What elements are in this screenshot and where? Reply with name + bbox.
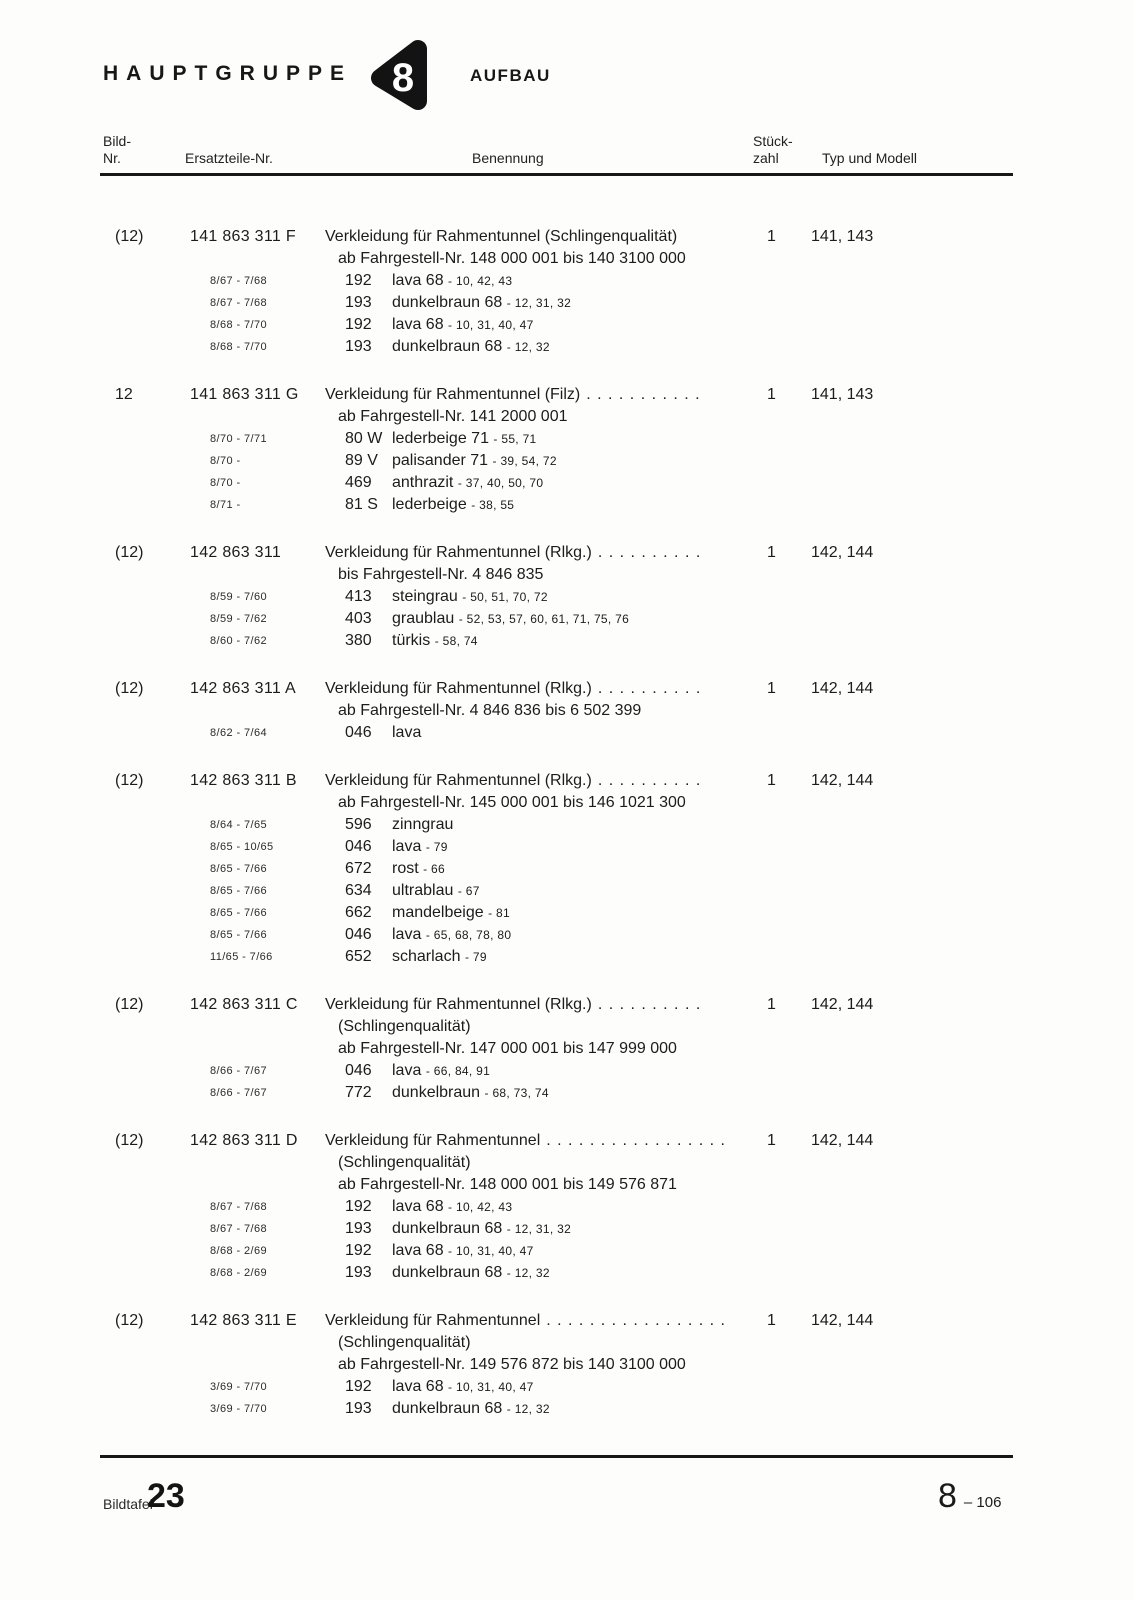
variant-row: [325, 450, 755, 472]
variant-row: [325, 1262, 755, 1284]
quantity-cell: 1: [767, 1312, 776, 1329]
color-name: palisander 71: [392, 452, 489, 469]
color-name: lederbeige: [392, 496, 467, 513]
color-name: graublau: [392, 610, 455, 627]
color-name: dunkelbraun 68: [392, 338, 503, 355]
color-refs: - 37, 40, 50, 70: [457, 476, 544, 490]
entry-title-cell: [325, 1130, 755, 1152]
color-refs: - 65, 68, 78, 80: [425, 928, 512, 942]
color-refs: - 67: [457, 884, 480, 898]
color-refs: - 66: [423, 862, 446, 876]
bild-nr-cell: (12): [115, 1312, 144, 1329]
page-reference-number: – 106: [963, 1494, 1002, 1511]
variant-row: [325, 630, 755, 652]
variant-row: [325, 270, 755, 292]
color-code: 672: [345, 860, 372, 877]
variant-date-range: 8/70 -: [210, 477, 241, 489]
variant-date-range: 8/65 - 7/66: [210, 885, 267, 897]
color-code: 193: [345, 1220, 372, 1237]
plate-number: 23: [147, 1477, 185, 1515]
color-name: lederbeige 71: [392, 430, 489, 447]
page-reference: [938, 1477, 1001, 1516]
quantity-cell: 1: [767, 680, 776, 697]
color-code: 80 W: [345, 430, 383, 447]
entry-subline: ab Fahrgestell-Nr. 149 576 872 bis 140 3100 000: [338, 1356, 686, 1373]
models-cell: 142, 144: [811, 1132, 874, 1149]
color-name: lava: [392, 838, 422, 855]
color-refs: - 58, 74: [434, 634, 478, 648]
variant-date-range: 8/65 - 10/65: [210, 841, 274, 853]
catalog-entry: [103, 384, 1003, 516]
color-code: 046: [345, 838, 372, 855]
entry-subline: (Schlingenqualität): [338, 1154, 471, 1171]
column-header-qty-line2: zahl: [753, 150, 779, 166]
column-header-bild-line1: Bild-: [103, 133, 132, 149]
entry-title: Verkleidung für Rahmentunnel (Rlkg.): [325, 544, 592, 561]
variant-date-range: 11/65 - 7/66: [210, 951, 273, 963]
variant-date-range: 8/68 - 2/69: [210, 1245, 267, 1257]
color-name: lava 68: [392, 316, 444, 333]
bild-nr-cell: (12): [115, 1132, 144, 1149]
color-name: anthrazit: [392, 474, 454, 491]
color-code: 192: [345, 272, 372, 289]
variant-date-range: 8/70 - 7/71: [210, 433, 267, 445]
variant-date-range: 8/67 - 7/68: [210, 1223, 267, 1235]
bild-nr-cell: 12: [115, 386, 133, 403]
variant-date-range: 8/66 - 7/67: [210, 1065, 267, 1077]
variant-date-range: 8/67 - 7/68: [210, 297, 267, 309]
quantity-cell: 1: [767, 1132, 776, 1149]
leader-dots: . . . . . . . . . .: [597, 772, 702, 789]
part-number: 141 863 311 F: [190, 228, 296, 245]
entry-subline: ab Fahrgestell-Nr. 4 846 836 bis 6 502 399: [338, 702, 642, 719]
color-code: 89 V: [345, 452, 378, 469]
variant-row: [325, 1082, 755, 1104]
variant-row: [325, 336, 755, 358]
color-refs: - 38, 55: [471, 498, 515, 512]
bild-nr-cell: (12): [115, 996, 144, 1013]
variant-row: [325, 836, 755, 858]
models-cell: 142, 144: [811, 996, 874, 1013]
variant-row: [325, 1376, 755, 1398]
color-code: 652: [345, 948, 372, 965]
entry-subline: (Schlingenqualität): [338, 1334, 471, 1351]
variant-row: [325, 1196, 755, 1218]
variant-row: [325, 902, 755, 924]
variant-date-range: 8/65 - 7/66: [210, 863, 267, 875]
color-code: 596: [345, 816, 372, 833]
color-refs: - 50, 51, 70, 72: [462, 590, 548, 604]
entry-title-cell: [325, 770, 755, 792]
variant-row: [325, 428, 755, 450]
variant-date-range: 8/60 - 7/62: [210, 635, 267, 647]
entry-subline: (Schlingenqualität): [338, 1018, 471, 1035]
models-cell: 141, 143: [811, 386, 874, 403]
leader-dots: . . . . . . . . . . . . . . . . .: [546, 1132, 726, 1149]
variant-date-range: 8/71 -: [210, 499, 241, 511]
variant-row: [325, 880, 755, 902]
color-name: lava: [392, 724, 422, 741]
quantity-cell: 1: [767, 996, 776, 1013]
color-name: lava 68: [392, 1242, 444, 1259]
entry-title-cell: [325, 226, 755, 248]
color-refs: - 55, 71: [493, 432, 537, 446]
variant-date-range: 8/70 -: [210, 455, 241, 467]
color-name: dunkelbraun: [392, 1084, 481, 1101]
color-code: 192: [345, 1198, 372, 1215]
leader-dots: . . . . . . . . . .: [597, 544, 702, 561]
entry-subline: bis Fahrgestell-Nr. 4 846 835: [338, 566, 544, 583]
part-number: 142 863 311 C: [190, 996, 298, 1013]
color-refs: - 39, 54, 72: [492, 454, 557, 468]
variant-date-range: 8/68 - 7/70: [210, 319, 267, 331]
bild-nr-cell: (12): [115, 680, 144, 697]
color-code: 634: [345, 882, 372, 899]
variant-date-range: 8/64 - 7/65: [210, 819, 267, 831]
color-refs: - 12, 32: [506, 1402, 550, 1416]
color-code: 193: [345, 1400, 372, 1417]
column-header-part-number: Ersatzteile-Nr.: [185, 150, 273, 166]
entry-title: Verkleidung für Rahmentunnel (Filz): [325, 386, 581, 403]
column-header-qty-line1: Stück-: [753, 133, 793, 149]
models-cell: 142, 144: [811, 680, 874, 697]
color-name: ultrablau: [392, 882, 454, 899]
color-code: 193: [345, 294, 372, 311]
color-code: 192: [345, 316, 372, 333]
color-refs: - 81: [488, 906, 510, 920]
entry-subline: ab Fahrgestell-Nr. 145 000 001 bis 146 1021 300: [338, 794, 686, 811]
quantity-cell: 1: [767, 386, 776, 403]
column-header-name: Benennung: [472, 150, 544, 166]
bild-nr-cell: (12): [115, 544, 144, 561]
variant-date-range: 8/68 - 7/70: [210, 341, 267, 353]
color-code: 81 S: [345, 496, 378, 513]
models-cell: 142, 144: [811, 772, 874, 789]
color-name: zinngrau: [392, 816, 454, 833]
entry-title-cell: [325, 994, 755, 1016]
quantity-cell: 1: [767, 544, 776, 561]
color-code: 403: [345, 610, 372, 627]
color-code: 662: [345, 904, 372, 921]
variant-date-range: 8/59 - 7/62: [210, 613, 267, 625]
variant-date-range: 8/67 - 7/68: [210, 275, 267, 287]
color-code: 046: [345, 724, 372, 741]
color-name: lava 68: [392, 1198, 444, 1215]
color-name: lava: [392, 1062, 422, 1079]
bild-nr-cell: (12): [115, 228, 144, 245]
column-header-type-model: Typ und Modell: [822, 150, 917, 166]
entry-title-cell: [325, 384, 755, 406]
group-number-badge: [366, 38, 432, 118]
variant-date-range: 8/65 - 7/66: [210, 929, 267, 941]
color-refs: - 12, 31, 32: [506, 296, 572, 310]
section-title: AUFBAU: [470, 66, 551, 85]
color-name: dunkelbraun 68: [392, 1220, 503, 1237]
page-reference-group: 8: [938, 1477, 957, 1515]
color-refs: - 10, 31, 40, 47: [448, 1380, 534, 1394]
variant-row: [325, 814, 755, 836]
entry-subline: ab Fahrgestell-Nr. 148 000 001 bis 149 576 871: [338, 1176, 677, 1193]
part-number: 141 863 311 G: [190, 386, 299, 403]
entries: [103, 226, 1003, 1446]
variant-row: [325, 1218, 755, 1240]
variant-row: [325, 292, 755, 314]
catalog-entry: [103, 770, 1003, 968]
leader-dots: . . . . . . . . . . .: [586, 386, 701, 403]
variant-row: [325, 586, 755, 608]
variant-row: [325, 314, 755, 336]
variant-date-range: 8/67 - 7/68: [210, 1201, 267, 1213]
entry-subline: ab Fahrgestell-Nr. 148 000 001 bis 140 3100 000: [338, 250, 686, 267]
color-refs: - 68, 73, 74: [484, 1086, 549, 1100]
bild-nr-cell: (12): [115, 772, 144, 789]
column-header-bild-line2: Nr.: [103, 150, 121, 166]
column-header-quantity: [753, 133, 793, 167]
variant-date-range: 8/62 - 7/64: [210, 727, 267, 739]
catalog-entry: [103, 542, 1003, 652]
color-name: türkis: [392, 632, 431, 649]
variant-row: [325, 1240, 755, 1262]
color-name: lava 68: [392, 1378, 444, 1395]
variant-date-range: 8/59 - 7/60: [210, 591, 267, 603]
catalog-entry: [103, 1310, 1003, 1420]
variant-row: [325, 608, 755, 630]
quantity-cell: 1: [767, 228, 776, 245]
catalog-entry: [103, 994, 1003, 1104]
entry-subline: ab Fahrgestell-Nr. 147 000 001 bis 147 999 000: [338, 1040, 677, 1057]
models-cell: 142, 144: [811, 544, 874, 561]
color-refs: - 66, 84, 91: [425, 1064, 491, 1078]
variant-row: [325, 1398, 755, 1420]
color-code: 413: [345, 588, 372, 605]
entry-title-cell: [325, 1310, 755, 1332]
variant-date-range: 3/69 - 7/70: [210, 1381, 267, 1393]
color-refs: - 10, 42, 43: [448, 1200, 513, 1214]
badge-group-number: 8: [391, 56, 415, 100]
catalog-entry: [103, 226, 1003, 358]
entry-subline: ab Fahrgestell-Nr. 141 2000 001: [338, 408, 568, 425]
main-group-title: HAUPTGRUPPE: [103, 62, 353, 85]
color-refs: - 12, 32: [506, 340, 550, 354]
color-code: 772: [345, 1084, 372, 1101]
catalog-entry: [103, 678, 1003, 744]
models-cell: 141, 143: [811, 228, 874, 245]
color-code: 380: [345, 632, 372, 649]
part-number: 142 863 311: [190, 544, 282, 561]
entry-title: Verkleidung für Rahmentunnel: [325, 1132, 541, 1149]
color-name: dunkelbraun 68: [392, 294, 503, 311]
variant-row: [325, 946, 755, 968]
variant-row: [325, 494, 755, 516]
color-code: 469: [345, 474, 372, 491]
color-code: 046: [345, 1062, 372, 1079]
color-code: 192: [345, 1242, 372, 1259]
variant-date-range: 3/69 - 7/70: [210, 1403, 267, 1415]
color-refs: - 12, 32: [506, 1266, 550, 1280]
entry-title: Verkleidung für Rahmentunnel (Rlkg.): [325, 772, 592, 789]
color-name: dunkelbraun 68: [392, 1264, 503, 1281]
color-refs: - 79: [464, 950, 487, 964]
variant-row: [325, 858, 755, 880]
variant-row: [325, 472, 755, 494]
column-header-bild-nr: [103, 133, 131, 167]
part-number: 142 863 311 D: [190, 1132, 298, 1149]
entry-title-cell: [325, 678, 755, 700]
variant-row: [325, 1060, 755, 1082]
color-name: steingrau: [392, 588, 458, 605]
quantity-cell: 1: [767, 772, 776, 789]
color-code: 193: [345, 1264, 372, 1281]
entry-title: Verkleidung für Rahmentunnel: [325, 1312, 541, 1329]
leader-dots: . . . . . . . . . .: [597, 996, 702, 1013]
part-number: 142 863 311 B: [190, 772, 297, 789]
leader-dots: . . . . . . . . . .: [597, 680, 702, 697]
color-refs: - 10, 42, 43: [448, 274, 513, 288]
color-refs: - 12, 31, 32: [506, 1222, 572, 1236]
plate-label: Bildtafel: [103, 1496, 153, 1512]
color-name: lava: [392, 926, 422, 943]
models-cell: 142, 144: [811, 1312, 874, 1329]
variant-row: [325, 924, 755, 946]
color-code: 192: [345, 1378, 372, 1395]
catalog-entry: [103, 1130, 1003, 1284]
entry-title: Verkleidung für Rahmentunnel (Rlkg.): [325, 996, 592, 1013]
entry-title: Verkleidung für Rahmentunnel (Schlingenqualität): [325, 228, 678, 245]
color-refs: - 10, 31, 40, 47: [448, 318, 534, 332]
variant-date-range: 8/65 - 7/66: [210, 907, 267, 919]
color-refs: - 52, 53, 57, 60, 61, 71, 75, 76: [458, 612, 630, 626]
color-name: lava 68: [392, 272, 444, 289]
entry-title: Verkleidung für Rahmentunnel (Rlkg.): [325, 680, 592, 697]
color-refs: - 79: [425, 840, 448, 854]
color-code: 046: [345, 926, 372, 943]
color-name: scharlach: [392, 948, 461, 965]
header-rule: [100, 173, 1013, 176]
footer-rule: [100, 1455, 1013, 1458]
color-code: 193: [345, 338, 372, 355]
part-number: 142 863 311 A: [190, 680, 296, 697]
leader-dots: . . . . . . . . . . . . . . . . .: [546, 1312, 726, 1329]
color-refs: - 10, 31, 40, 47: [448, 1244, 534, 1258]
entry-title-cell: [325, 542, 755, 564]
variant-date-range: 8/66 - 7/67: [210, 1087, 267, 1099]
part-number: 142 863 311 E: [190, 1312, 297, 1329]
variant-row: [325, 722, 755, 744]
variant-date-range: 8/68 - 2/69: [210, 1267, 267, 1279]
color-name: mandelbeige: [392, 904, 484, 921]
color-name: rost: [392, 860, 419, 877]
color-name: dunkelbraun 68: [392, 1400, 503, 1417]
